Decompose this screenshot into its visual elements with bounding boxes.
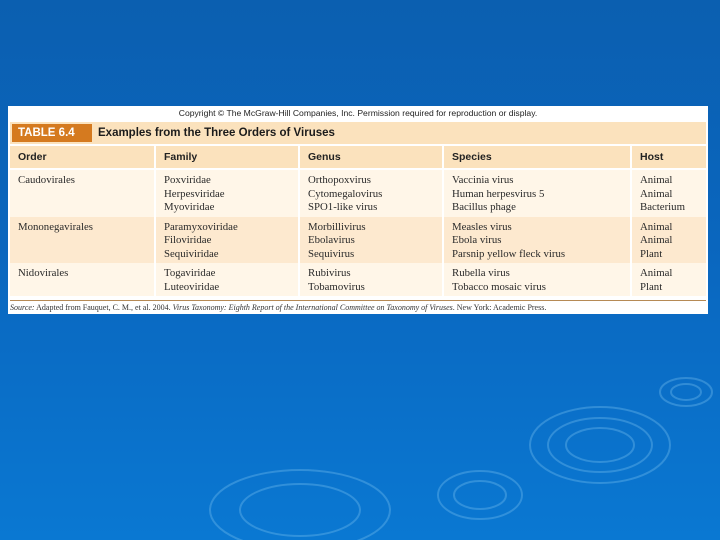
table-cell-species xyxy=(444,170,630,217)
table-cell-family xyxy=(156,263,298,296)
family-name: Poxviridae xyxy=(164,174,211,186)
genus-name: Orthopoxvirus xyxy=(308,174,371,186)
genus-name: Sequivirus xyxy=(308,247,355,260)
genus-name: Cytomegalovirus xyxy=(308,187,383,200)
table-row-group xyxy=(10,170,706,217)
table-header-row xyxy=(10,146,706,168)
host-name: Animal xyxy=(640,234,673,246)
family-name: Luteoviridae xyxy=(164,280,220,293)
column-header-order: Order xyxy=(10,146,154,168)
species-name: Bacillus phage xyxy=(452,201,516,213)
source-citation xyxy=(10,300,706,312)
host-name: Plant xyxy=(640,280,663,293)
source-italic-title: Virus Taxonomy: Eighth Report of the International Committee on Taxonomy of Viruses xyxy=(172,303,453,312)
column-divider xyxy=(630,263,632,296)
table-title-bar xyxy=(10,122,706,144)
table-cell-species xyxy=(444,217,630,264)
order-name: Caudovirales xyxy=(18,174,75,186)
family-name: Togaviridae xyxy=(164,267,216,279)
genus-name: SPO1-like virus xyxy=(308,201,378,213)
family-name: Sequiviridae xyxy=(164,247,219,260)
column-header-species: Species xyxy=(444,146,630,168)
table-cell-family xyxy=(156,217,298,264)
column-divider xyxy=(298,170,300,217)
column-divider xyxy=(442,170,444,217)
table-cell-genus xyxy=(300,217,442,264)
host-name: Animal xyxy=(640,174,673,186)
host-name: Bacterium xyxy=(640,201,685,213)
species-name: Parsnip yellow fleck virus xyxy=(452,247,566,260)
table-row-group xyxy=(10,263,706,296)
table-cell-order xyxy=(10,217,154,264)
order-name: Nidovirales xyxy=(18,267,69,279)
host-name: Animal xyxy=(640,187,673,200)
column-divider xyxy=(154,217,156,264)
table-cell-host xyxy=(632,170,706,217)
column-divider xyxy=(154,170,156,217)
order-name: Mononegavirales xyxy=(18,220,93,233)
genus-name: Ebolavirus xyxy=(308,234,355,246)
species-name: Vaccinia virus xyxy=(452,174,514,186)
species-name: Ebola virus xyxy=(452,234,502,246)
table-title: Examples from the Three Orders of Viruses xyxy=(98,127,335,139)
table-cell-family xyxy=(156,170,298,217)
family-name: Filoviridae xyxy=(164,234,212,246)
family-name: Myoviridae xyxy=(164,201,215,213)
source-text-after: . New York: Academic Press. xyxy=(452,303,547,312)
table-cell-genus xyxy=(300,170,442,217)
genus-name: Rubivirus xyxy=(308,267,351,279)
table-image xyxy=(8,106,708,314)
copyright-notice: Copyright © The McGraw-Hill Companies, Inc. Permission required for reproduction or display. xyxy=(178,108,538,118)
column-divider xyxy=(630,217,632,264)
column-header-genus: Genus xyxy=(300,146,442,168)
source-label: Source: xyxy=(10,303,35,312)
family-name: Herpesviridae xyxy=(164,187,225,200)
column-divider xyxy=(630,170,632,217)
table-cell-host xyxy=(632,263,706,296)
table-cell-species xyxy=(444,263,630,296)
table-cell-order xyxy=(10,170,154,217)
column-divider xyxy=(298,217,300,264)
species-name: Human herpesvirus 5 xyxy=(452,187,545,200)
species-name: Measles virus xyxy=(452,220,512,233)
table-number: TABLE 6.4 xyxy=(12,124,92,142)
host-name: Plant xyxy=(640,247,663,260)
genus-name: Tobamovirus xyxy=(308,280,365,293)
source-text-before: Adapted from Fauquet, C. M., et al. 2004. xyxy=(34,303,173,312)
column-divider xyxy=(298,263,300,296)
column-divider xyxy=(442,217,444,264)
table-row-group xyxy=(10,217,706,264)
table-cell-genus xyxy=(300,263,442,296)
table-cell-host xyxy=(632,217,706,264)
column-divider xyxy=(154,263,156,296)
host-name: Animal xyxy=(640,267,673,279)
column-divider xyxy=(442,263,444,296)
column-header-family: Family xyxy=(156,146,298,168)
species-name: Rubella virus xyxy=(452,267,510,279)
column-header-host: Host xyxy=(632,146,706,168)
host-name: Animal xyxy=(640,220,673,233)
genus-name: Morbillivirus xyxy=(308,220,366,233)
species-name: Tobacco mosaic virus xyxy=(452,280,546,293)
family-name: Paramyxoviridae xyxy=(164,220,238,233)
table-cell-order xyxy=(10,263,154,296)
